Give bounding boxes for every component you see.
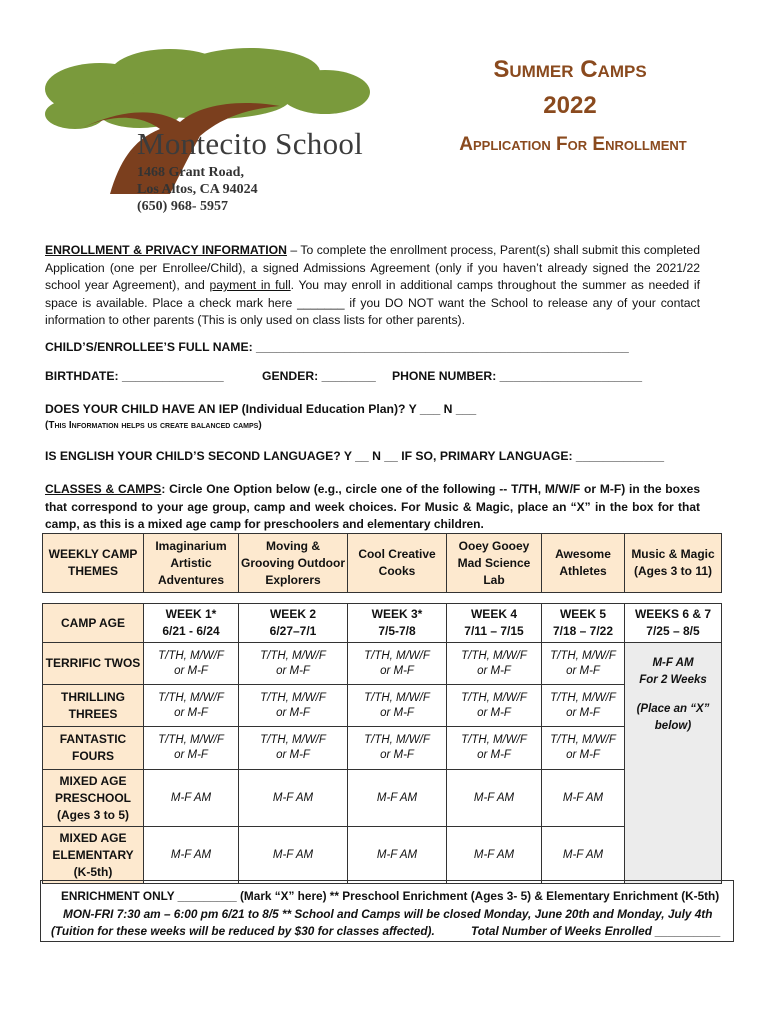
enrichment-line3: (Tuition for these weeks will be reduced by $30 for classes affected). — [51, 924, 435, 938]
child-name-field[interactable]: CHILD’S/ENROLLEE’S FULL NAME: _______________________________________________________ — [45, 340, 629, 354]
week-4-option[interactable]: T/TH, M/W/F or M-F — [447, 643, 542, 685]
week-4-option[interactable]: M-F AM — [447, 770, 542, 827]
week-3-option[interactable]: T/TH, M/W/F or M-F — [348, 685, 447, 727]
week-2-option[interactable]: T/TH, M/W/F or M-F — [239, 643, 348, 685]
theme-4[interactable]: Ooey Gooey Mad Science Lab — [447, 534, 542, 593]
phone-field[interactable]: PHONE NUMBER: _____________________ — [392, 369, 642, 383]
school-address — [137, 164, 258, 215]
age-group-label: TERRIFIC TWOS — [43, 643, 144, 685]
week-1-option[interactable]: T/TH, M/W/F or M-F — [144, 643, 239, 685]
week-4-option[interactable]: M-F AM — [447, 827, 542, 884]
week-3-option[interactable]: T/TH, M/W/F or M-F — [348, 643, 447, 685]
themes-label: WEEKLY CAMP THEMES — [43, 534, 144, 593]
music-music-line1: M-F AM — [652, 657, 694, 669]
classes-paragraph — [45, 481, 700, 534]
week-3-header: WEEK 3* 7/5-7/8 — [348, 604, 447, 643]
title-year: 2022 — [543, 92, 597, 119]
week-3-option[interactable]: T/TH, M/W/F or M-F — [348, 727, 447, 770]
gender-field[interactable]: GENDER: ________ — [262, 369, 376, 383]
birthdate-field[interactable]: BIRTHDATE: _______________ — [45, 369, 224, 383]
address-line2: Los Altos, CA 94024 — [137, 182, 258, 197]
age-group-label: MIXED AGE ELEMENTARY (K-5th) — [43, 827, 144, 884]
age-group-label: FANTASTIC FOURS — [43, 727, 144, 770]
schedule-table — [42, 603, 722, 884]
week-1-option[interactable]: T/TH, M/W/F or M-F — [144, 685, 239, 727]
week-1-option[interactable]: M-F AM — [144, 770, 239, 827]
total-weeks-field[interactable]: Total Number of Weeks Enrolled __________ — [471, 924, 721, 938]
week-3-option[interactable]: M-F AM — [348, 827, 447, 884]
enrichment-line2: MON-FRI 7:30 am – 6:00 pm 6/21 to 8/5 ** School and Camps will be closed Monday, June 20th and Monday, July 4th — [63, 907, 713, 921]
theme-5[interactable]: Awesome Athletes — [542, 534, 625, 593]
week-4-option[interactable]: T/TH, M/W/F or M-F — [447, 685, 542, 727]
week-5-option[interactable]: M-F AM — [542, 770, 625, 827]
payment-in-full: payment in full — [209, 278, 291, 292]
school-name: Montecito School — [137, 126, 364, 161]
week-3-option[interactable]: M-F AM — [348, 770, 447, 827]
title-summer-camps: Summer Camps — [493, 56, 647, 83]
theme-1[interactable]: Imaginarium Artistic Adventures — [144, 534, 239, 593]
english-question[interactable]: IS ENGLISH YOUR CHILD’S SECOND LANGUAGE? Y __ N __ IF SO, PRIMARY LANGUAGE: _____________ — [45, 449, 665, 463]
week-5-option[interactable]: T/TH, M/W/F or M-F — [542, 643, 625, 685]
week-2-option[interactable]: T/TH, M/W/F or M-F — [239, 727, 348, 770]
classes-heading: CLASSES & CAMPS — [45, 482, 162, 496]
music-music-line3: (Place an “X” below) — [636, 703, 710, 732]
week-2-option[interactable]: T/TH, M/W/F or M-F — [239, 685, 348, 727]
age-group-label: MIXED AGE PRESCHOOL (Ages 3 to 5) — [43, 770, 144, 827]
week-5-option[interactable]: M-F AM — [542, 827, 625, 884]
school-phone: (650) 968- 5957 — [137, 199, 228, 214]
week-2-header: WEEK 2 6/27–7/1 — [239, 604, 348, 643]
theme-2[interactable]: Moving & Grooving Outdoor Explorers — [239, 534, 348, 593]
schedule-row — [43, 643, 722, 685]
themes-table — [42, 533, 722, 593]
music-magic-cell[interactable] — [625, 643, 722, 884]
week-5-option[interactable]: T/TH, M/W/F or M-F — [542, 685, 625, 727]
privacy-text2: . You may enroll in additional camps throughout the summer as needed if space is available. Place a check mark here _______ if you DO NOT want the School to release any of your contact information to other parents (This is only used on class lists for other parents). — [45, 278, 700, 327]
week-5-option[interactable]: T/TH, M/W/F or M-F — [542, 727, 625, 770]
week-2-option[interactable]: M-F AM — [239, 827, 348, 884]
enrichment-box — [40, 880, 734, 942]
privacy-paragraph — [45, 242, 700, 330]
schedule-row — [43, 727, 722, 770]
enrichment-line1[interactable]: ENRICHMENT ONLY _________ (Mark “X” here) ** Preschool Enrichment (Ages 3- 5) & Elementary Enrichment (K-5th) — [61, 889, 720, 903]
iep-note: (This Information helps us create balanced camps) — [45, 420, 262, 431]
privacy-heading: ENROLLMENT & PRIVACY INFORMATION — [45, 243, 287, 257]
week-4-header: WEEK 4 7/11 – 7/15 — [447, 604, 542, 643]
week-1-header: WEEK 1* 6/21 - 6/24 — [144, 604, 239, 643]
schedule-row — [43, 827, 722, 884]
week-6-7-header: WEEKS 6 & 7 7/25 – 8/5 — [625, 604, 722, 643]
iep-question[interactable]: DOES YOUR CHILD HAVE AN IEP (Individual Education Plan)? Y ___ N ___ — [45, 402, 477, 416]
camp-age-label: CAMP AGE — [43, 604, 144, 643]
week-5-header: WEEK 5 7/18 – 7/22 — [542, 604, 625, 643]
theme-6[interactable]: Music & Magic (Ages 3 to 11) — [625, 534, 722, 593]
week-1-option[interactable]: T/TH, M/W/F or M-F — [144, 727, 239, 770]
week-2-option[interactable]: M-F AM — [239, 770, 348, 827]
week-4-option[interactable]: T/TH, M/W/F or M-F — [447, 727, 542, 770]
week-1-option[interactable]: M-F AM — [144, 827, 239, 884]
title-application: Application For Enrollment — [459, 134, 687, 155]
theme-3[interactable]: Cool Creative Cooks — [348, 534, 447, 593]
classes-text: : Circle One Option below (e.g., circle one of the following -- T/TH, M/W/F or M-F) in the boxes that correspond to your age group, camp and week choices. For Music & Magic, place an “X” in the box for that camp, as this is a mixed age camp for preschoolers and elementary children. — [45, 482, 700, 531]
music-music-line2: For 2 Weeks — [639, 674, 707, 686]
address-line1: 1468 Grant Road, — [137, 165, 244, 180]
schedule-row — [43, 685, 722, 727]
privacy-text1: – To complete the enrollment process, Parent(s) shall submit this completed Application (one per Enrollee/Child), a signed Admissions Agreement (only if you haven’t already signed the 2021/22 school year Agreement), and — [45, 243, 700, 292]
schedule-row — [43, 770, 722, 827]
age-group-label: THRILLING THREES — [43, 685, 144, 727]
